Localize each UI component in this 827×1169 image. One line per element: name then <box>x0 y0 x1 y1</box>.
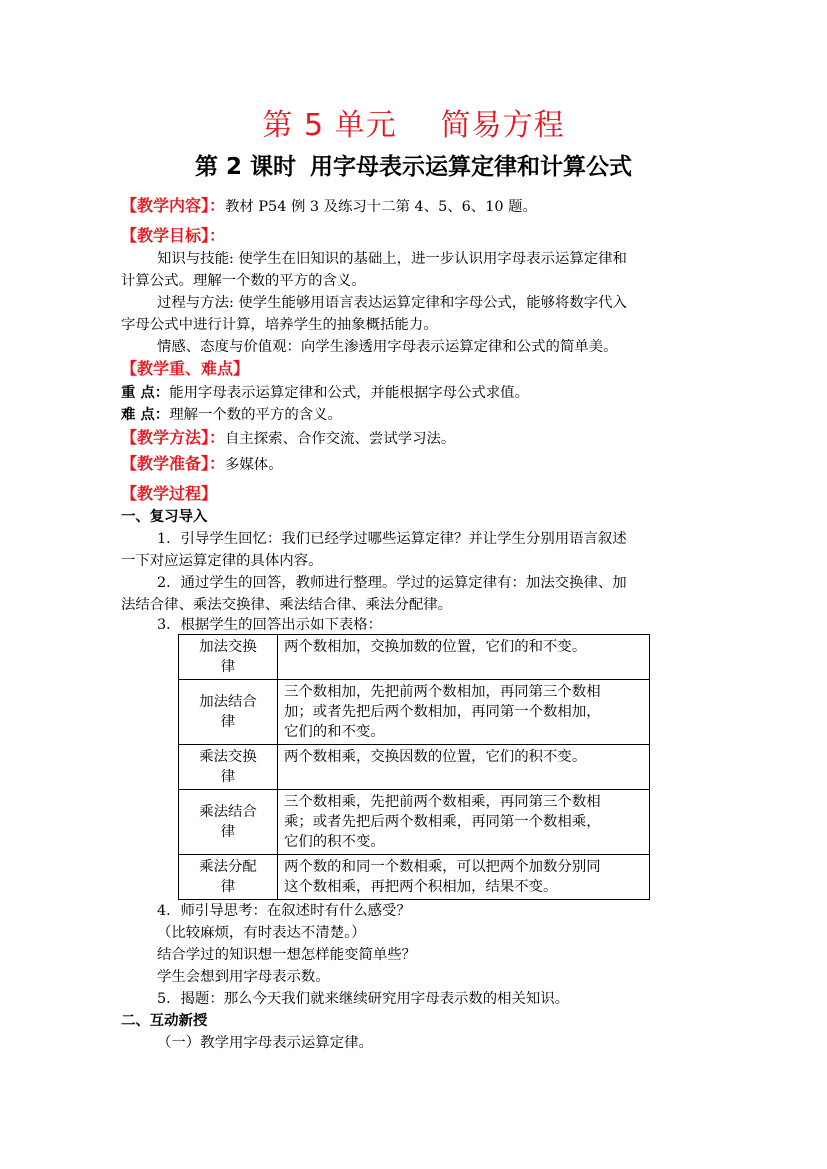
content-label: 【教学内容】： <box>121 196 226 215</box>
difficulty-line: 难 点：理解一个数的平方的含义。 <box>121 406 342 423</box>
table-row <box>179 855 650 900</box>
para-4: 4．师引导思考：在叙述时有什么感受？ <box>157 903 411 919</box>
para-4b: 结合学过的知识想一想怎样能变简单些？ <box>157 947 417 963</box>
table-row <box>179 680 650 745</box>
table-row <box>179 745 650 790</box>
goals-line-3: 过程与方法: 使学生能够用语言表达运算定律和字母公式，能够将数字代入 <box>157 295 627 311</box>
lesson-title: 第 2 课时 用字母表示运算定律和计算公式 <box>194 154 633 180</box>
table-row <box>179 635 650 680</box>
prep-line: 【教学准备】：多媒体。 <box>121 454 283 473</box>
goals-line-5: 情感、态度与价值观：向学生渗透用字母表示运算定律和公式的简单美。 <box>157 339 618 355</box>
law-desc-cell: 两个数的和同一个数相乘，可以把两个加数分别同 这个数相乘，再把两个积相加，结果不变。 <box>278 855 650 900</box>
law-name-cell: 乘法结合 律 <box>179 790 278 855</box>
section-new-teaching: 二、互动新授 <box>121 1013 208 1029</box>
para-2a: 2．通过学生的回答，教师进行整理。学过的运算定律有：加法交换律、加 <box>157 575 627 591</box>
content-line <box>121 196 537 217</box>
goals-line-4: 字母公式中进行计算，培养学生的抽象概括能力。 <box>121 317 438 333</box>
laws-table <box>178 634 650 900</box>
para-4a: （比较麻烦，有时表达不清楚。） <box>157 925 366 941</box>
law-name-cell: 加法结合 律 <box>179 680 278 745</box>
para-4c: 学生会想到用字母表示数。 <box>157 969 330 985</box>
para-2b: 法结合律、乘法交换律、乘法结合律、乘法分配律。 <box>121 597 452 613</box>
para-1a: 1．引导学生回忆：我们已经学过哪些运算定律？并让学生分别用语言叙述 <box>157 531 627 547</box>
law-desc-cell: 三个数相乘，先把前两个数相乘，再同第三个数相 乘；或者先把后两个数相乘，再同第一个数相乘， 它们的积不变。 <box>278 790 650 855</box>
law-desc-cell: 三个数相加，先把前两个数相加，再同第三个数相 加；或者先把后两个数相加，再同第一个数相加， 它们的和不变。 <box>278 680 650 745</box>
law-desc-cell: 两个数相乘，交换因数的位置，它们的积不变。 <box>278 745 650 790</box>
law-name-cell: 乘法分配 律 <box>179 855 278 900</box>
keypoints-label: 【教学重、难点】 <box>121 359 250 378</box>
law-name-cell: 加法交换 律 <box>179 635 278 680</box>
process-label: 【教学过程】 <box>121 484 218 503</box>
law-desc-cell: 两个数相加，交换加数的位置，它们的和不变。 <box>278 635 650 680</box>
section-review: 一、复习导入 <box>121 509 208 525</box>
goals-line-1: 知识与技能: 使学生在旧知识的基础上，进一步认识用字母表示运算定律和 <box>157 251 627 267</box>
goals-line-2: 计算公式。理解一个数的平方的含义。 <box>121 273 366 289</box>
unit-title: 第 5 单元 简易方程 <box>262 108 565 143</box>
table-row <box>179 790 650 855</box>
goals-label: 【教学目标】： <box>121 226 226 245</box>
sub-section-1: （一）教学用字母表示运算定律。 <box>157 1035 373 1051</box>
para-5: 5．揭题：那么今天我们就来继续研究用字母表示数的相关知识。 <box>157 991 570 1007</box>
para-3: 3．根据学生的回答出示如下表格： <box>157 617 383 633</box>
law-name-cell: 乘法交换 律 <box>179 745 278 790</box>
content-text: 教材 P54 例 3 及练习十二第 4、5、6、10 题。 <box>225 199 537 215</box>
para-1b: 一下对应运算定律的具体内容。 <box>121 553 323 569</box>
method-line: 【教学方法】：自主探索、合作交流、尝试学习法。 <box>121 428 456 447</box>
key-point-line: 重 点：能用字母表示运算定律和公式，并能根据字母公式求值。 <box>121 384 529 401</box>
